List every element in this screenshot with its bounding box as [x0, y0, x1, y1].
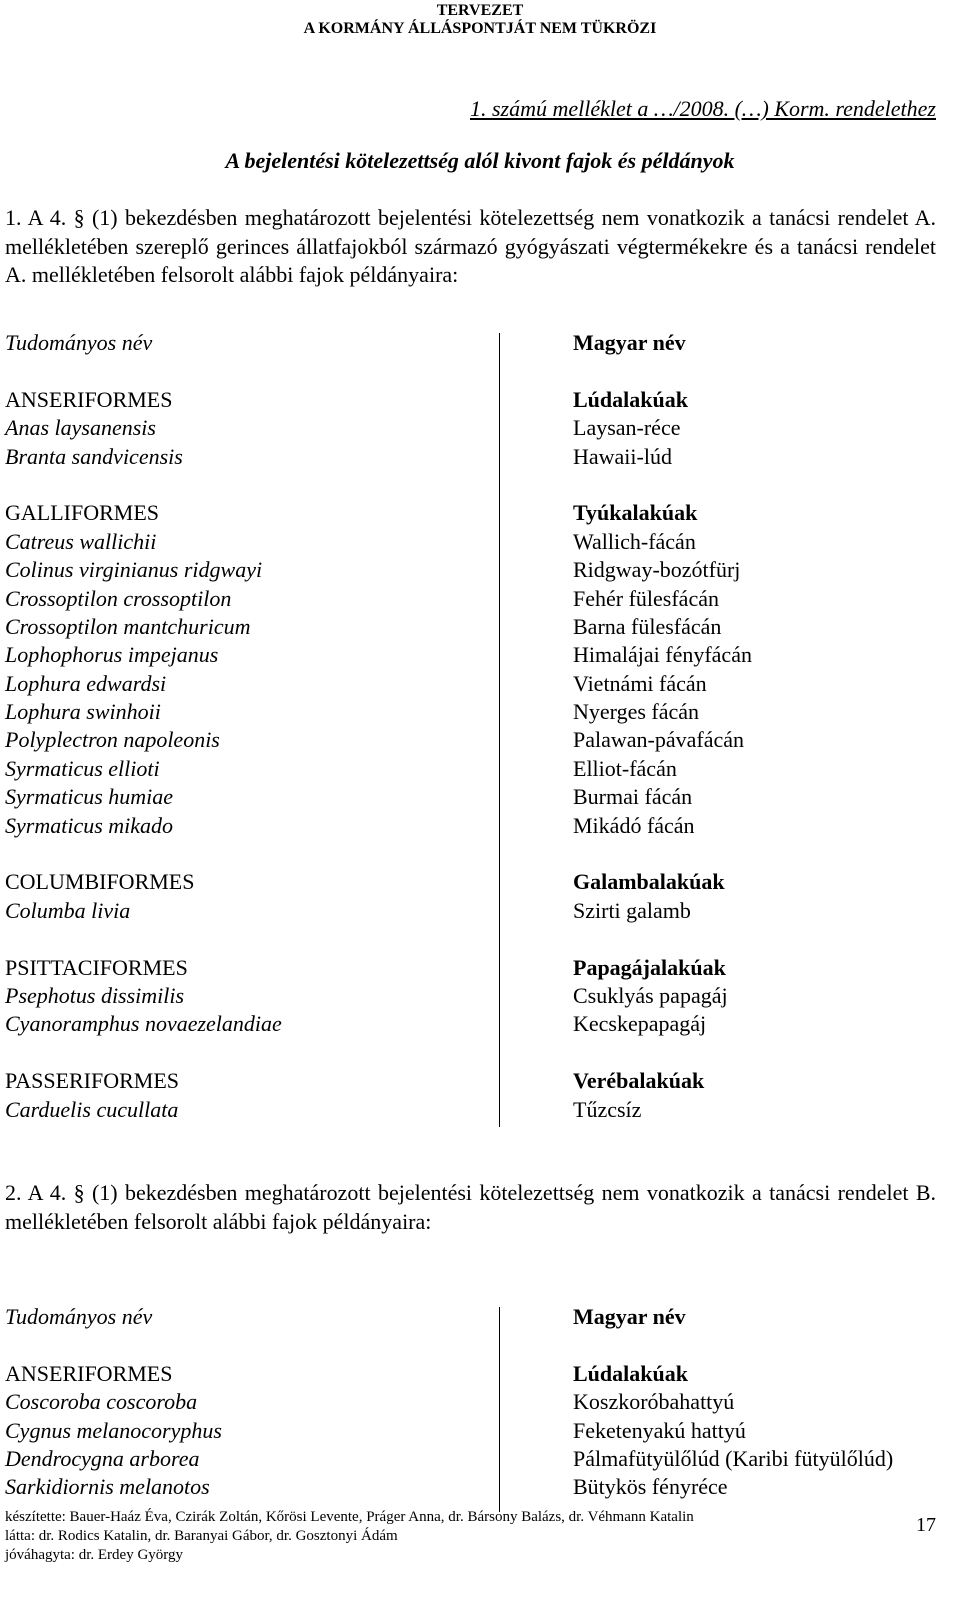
species-scientific-name: Catreus wallichii: [5, 528, 157, 554]
page-number: 17: [916, 1514, 936, 1536]
species-hungarian-name: Vietnámi fácán: [573, 670, 707, 696]
species-scientific-name: Anas laysanensis: [5, 415, 156, 441]
species-hungarian-name: Mikádó fácán: [573, 812, 695, 838]
group-galliformes-hun: [573, 499, 752, 840]
annex-reference: 1. számú melléklet a …/2008. (…) Korm. rendelethez: [469, 96, 936, 121]
group-anseriformes-hun: [573, 386, 752, 471]
species-hungarian-name: Fehér fülesfácán: [573, 585, 719, 611]
column-divider: [499, 333, 500, 1127]
column-divider: [499, 1307, 500, 1512]
species-scientific-name: Syrmaticus mikado: [5, 812, 174, 838]
species-hungarian-name: Burmai fácán: [573, 784, 693, 810]
species-scientific-name: Lophura edwardsi: [5, 670, 167, 696]
species-hungarian-name: Feketenyakú hattyú: [573, 1417, 746, 1443]
group-passeriformes-sci: [5, 1067, 282, 1124]
order-name: ANSERIFORMES: [5, 386, 173, 412]
group-anseriformes-hun: [573, 1360, 893, 1502]
column-header-hungarian: Magyar név: [573, 330, 686, 355]
species-scientific-name: Cygnus melanocoryphus: [5, 1417, 222, 1443]
species-hungarian-name: Tűzcsíz: [573, 1096, 642, 1122]
species-hungarian-name: Nyerges fácán: [573, 699, 700, 725]
order-name: PASSERIFORMES: [5, 1068, 180, 1094]
disclaimer-label: A KORMÁNY ÁLLÁSPONTJÁT NEM TÜKRÖZI: [303, 20, 657, 37]
footer-approved-by: jóváhagyta: dr. Erdey György: [5, 1547, 184, 1563]
column-header-scientific: Tudományos név: [5, 1304, 153, 1329]
species-hungarian-name: Hawaii-lúd: [573, 443, 672, 469]
group-psittaciformes-hun: [573, 954, 752, 1039]
species-hungarian-name: Ridgway-bozótfürj: [573, 557, 741, 583]
species-scientific-name: Dendrocygna arborea: [5, 1445, 200, 1471]
footer: [5, 1508, 865, 1565]
order-hungarian-name: Lúdalakúak: [573, 386, 688, 412]
group-anseriformes-sci: [5, 1360, 222, 1502]
order-hungarian-name: Verébalakúak: [573, 1068, 705, 1094]
document-title: A bejelentési kötelezettség alól kivont fajok és példányok: [225, 148, 735, 173]
species-hungarian-name: Wallich-fácán: [573, 528, 696, 554]
species-scientific-name: Carduelis cucullata: [5, 1096, 179, 1122]
hungarian-name-column: [573, 1303, 893, 1502]
species-hungarian-name: Pálmafütyülőlúd (Karibi fütyülőlúd): [573, 1445, 894, 1471]
species-scientific-name: Syrmaticus ellioti: [5, 755, 160, 781]
species-hungarian-name: Bütykös fényréce: [573, 1474, 728, 1500]
order-hungarian-name: Galambalakúak: [573, 869, 725, 895]
species-scientific-name: Syrmaticus humiae: [5, 784, 174, 810]
species-scientific-name: Crossoptilon crossoptilon: [5, 585, 232, 611]
paragraph-2: 2. A 4. § (1) bekezdésben meghatározott bejelentési kötelezettség nem vonatkozik a tanácsi rendelet B. mellékletében felsorolt alábbi fajok példányaira:: [5, 1180, 936, 1234]
group-passeriformes-hun: [573, 1067, 752, 1124]
scientific-name-column: [5, 1303, 222, 1502]
species-scientific-name: Branta sandvicensis: [5, 443, 183, 469]
group-columbiformes-hun: [573, 868, 752, 925]
group-columbiformes-sci: [5, 868, 282, 925]
species-hungarian-name: Himalájai fényfácán: [573, 642, 752, 668]
footer-reviewed-by: látta: dr. Rodics Katalin, dr. Baranyai Gábor, dr. Gosztonyi Ádám: [5, 1528, 398, 1544]
species-hungarian-name: Palawan-pávafácán: [573, 727, 745, 753]
group-anseriformes-sci: [5, 386, 282, 471]
group-galliformes-sci: [5, 499, 282, 840]
order-name: ANSERIFORMES: [5, 1360, 173, 1386]
order-name: COLUMBIFORMES: [5, 869, 195, 895]
order-hungarian-name: Lúdalakúak: [573, 1360, 688, 1386]
order-hungarian-name: Papagájalakúak: [573, 954, 726, 980]
species-hungarian-name: Laysan-réce: [573, 415, 681, 441]
order-hungarian-name: Tyúkalakúak: [573, 500, 698, 526]
species-hungarian-name: Kecskepapagáj: [573, 1011, 707, 1037]
species-scientific-name: Coscoroba coscoroba: [5, 1389, 198, 1415]
draft-label: TERVEZET: [436, 2, 524, 19]
species-scientific-name: Lophophorus impejanus: [5, 642, 219, 668]
species-scientific-name: Colinus virginianus ridgwayi: [5, 557, 263, 583]
species-scientific-name: Lophura swinhoii: [5, 699, 161, 725]
species-scientific-name: Columba livia: [5, 897, 131, 923]
species-scientific-name: Psephotus dissimilis: [5, 982, 185, 1008]
species-hungarian-name: Barna fülesfácán: [573, 613, 722, 639]
column-header-hungarian: Magyar név: [573, 1304, 686, 1329]
footer-prepared-by: készítette: Bauer-Haáz Éva, Czirák Zoltán, Kőrösi Levente, Práger Anna, dr. Bársony Balázs, dr. Véhmann Katalin: [5, 1509, 694, 1525]
species-scientific-name: Sarkidiornis melanotos: [5, 1474, 210, 1500]
order-name: PSITTACIFORMES: [5, 954, 188, 980]
column-header-scientific: Tudományos név: [5, 330, 153, 355]
species-hungarian-name: Koszkoróbahattyú: [573, 1389, 735, 1415]
species-scientific-name: Polyplectron napoleonis: [5, 727, 220, 753]
order-name: GALLIFORMES: [5, 500, 160, 526]
scientific-name-column: [5, 329, 282, 1124]
species-scientific-name: Cyanoramphus novaezelandiae: [5, 1011, 282, 1037]
species-hungarian-name: Elliot-fácán: [573, 755, 677, 781]
hungarian-name-column: [573, 329, 752, 1124]
group-psittaciformes-sci: [5, 954, 282, 1039]
species-hungarian-name: Csuklyás papagáj: [573, 982, 728, 1008]
species-scientific-name: Crossoptilon mantchuricum: [5, 613, 251, 639]
species-hungarian-name: Szirti galamb: [573, 897, 691, 923]
paragraph-1: 1. A 4. § (1) bekezdésben meghatározott bejelentési kötelezettség nem vonatkozik a tanácsi rendelet A. mellékletében szereplő gerinces állatfajokból származó gyógyászati végtermékekre és a tanácsi rendelet A. mellékletében felsorolt alábbi fajok példányaira:: [5, 205, 936, 287]
